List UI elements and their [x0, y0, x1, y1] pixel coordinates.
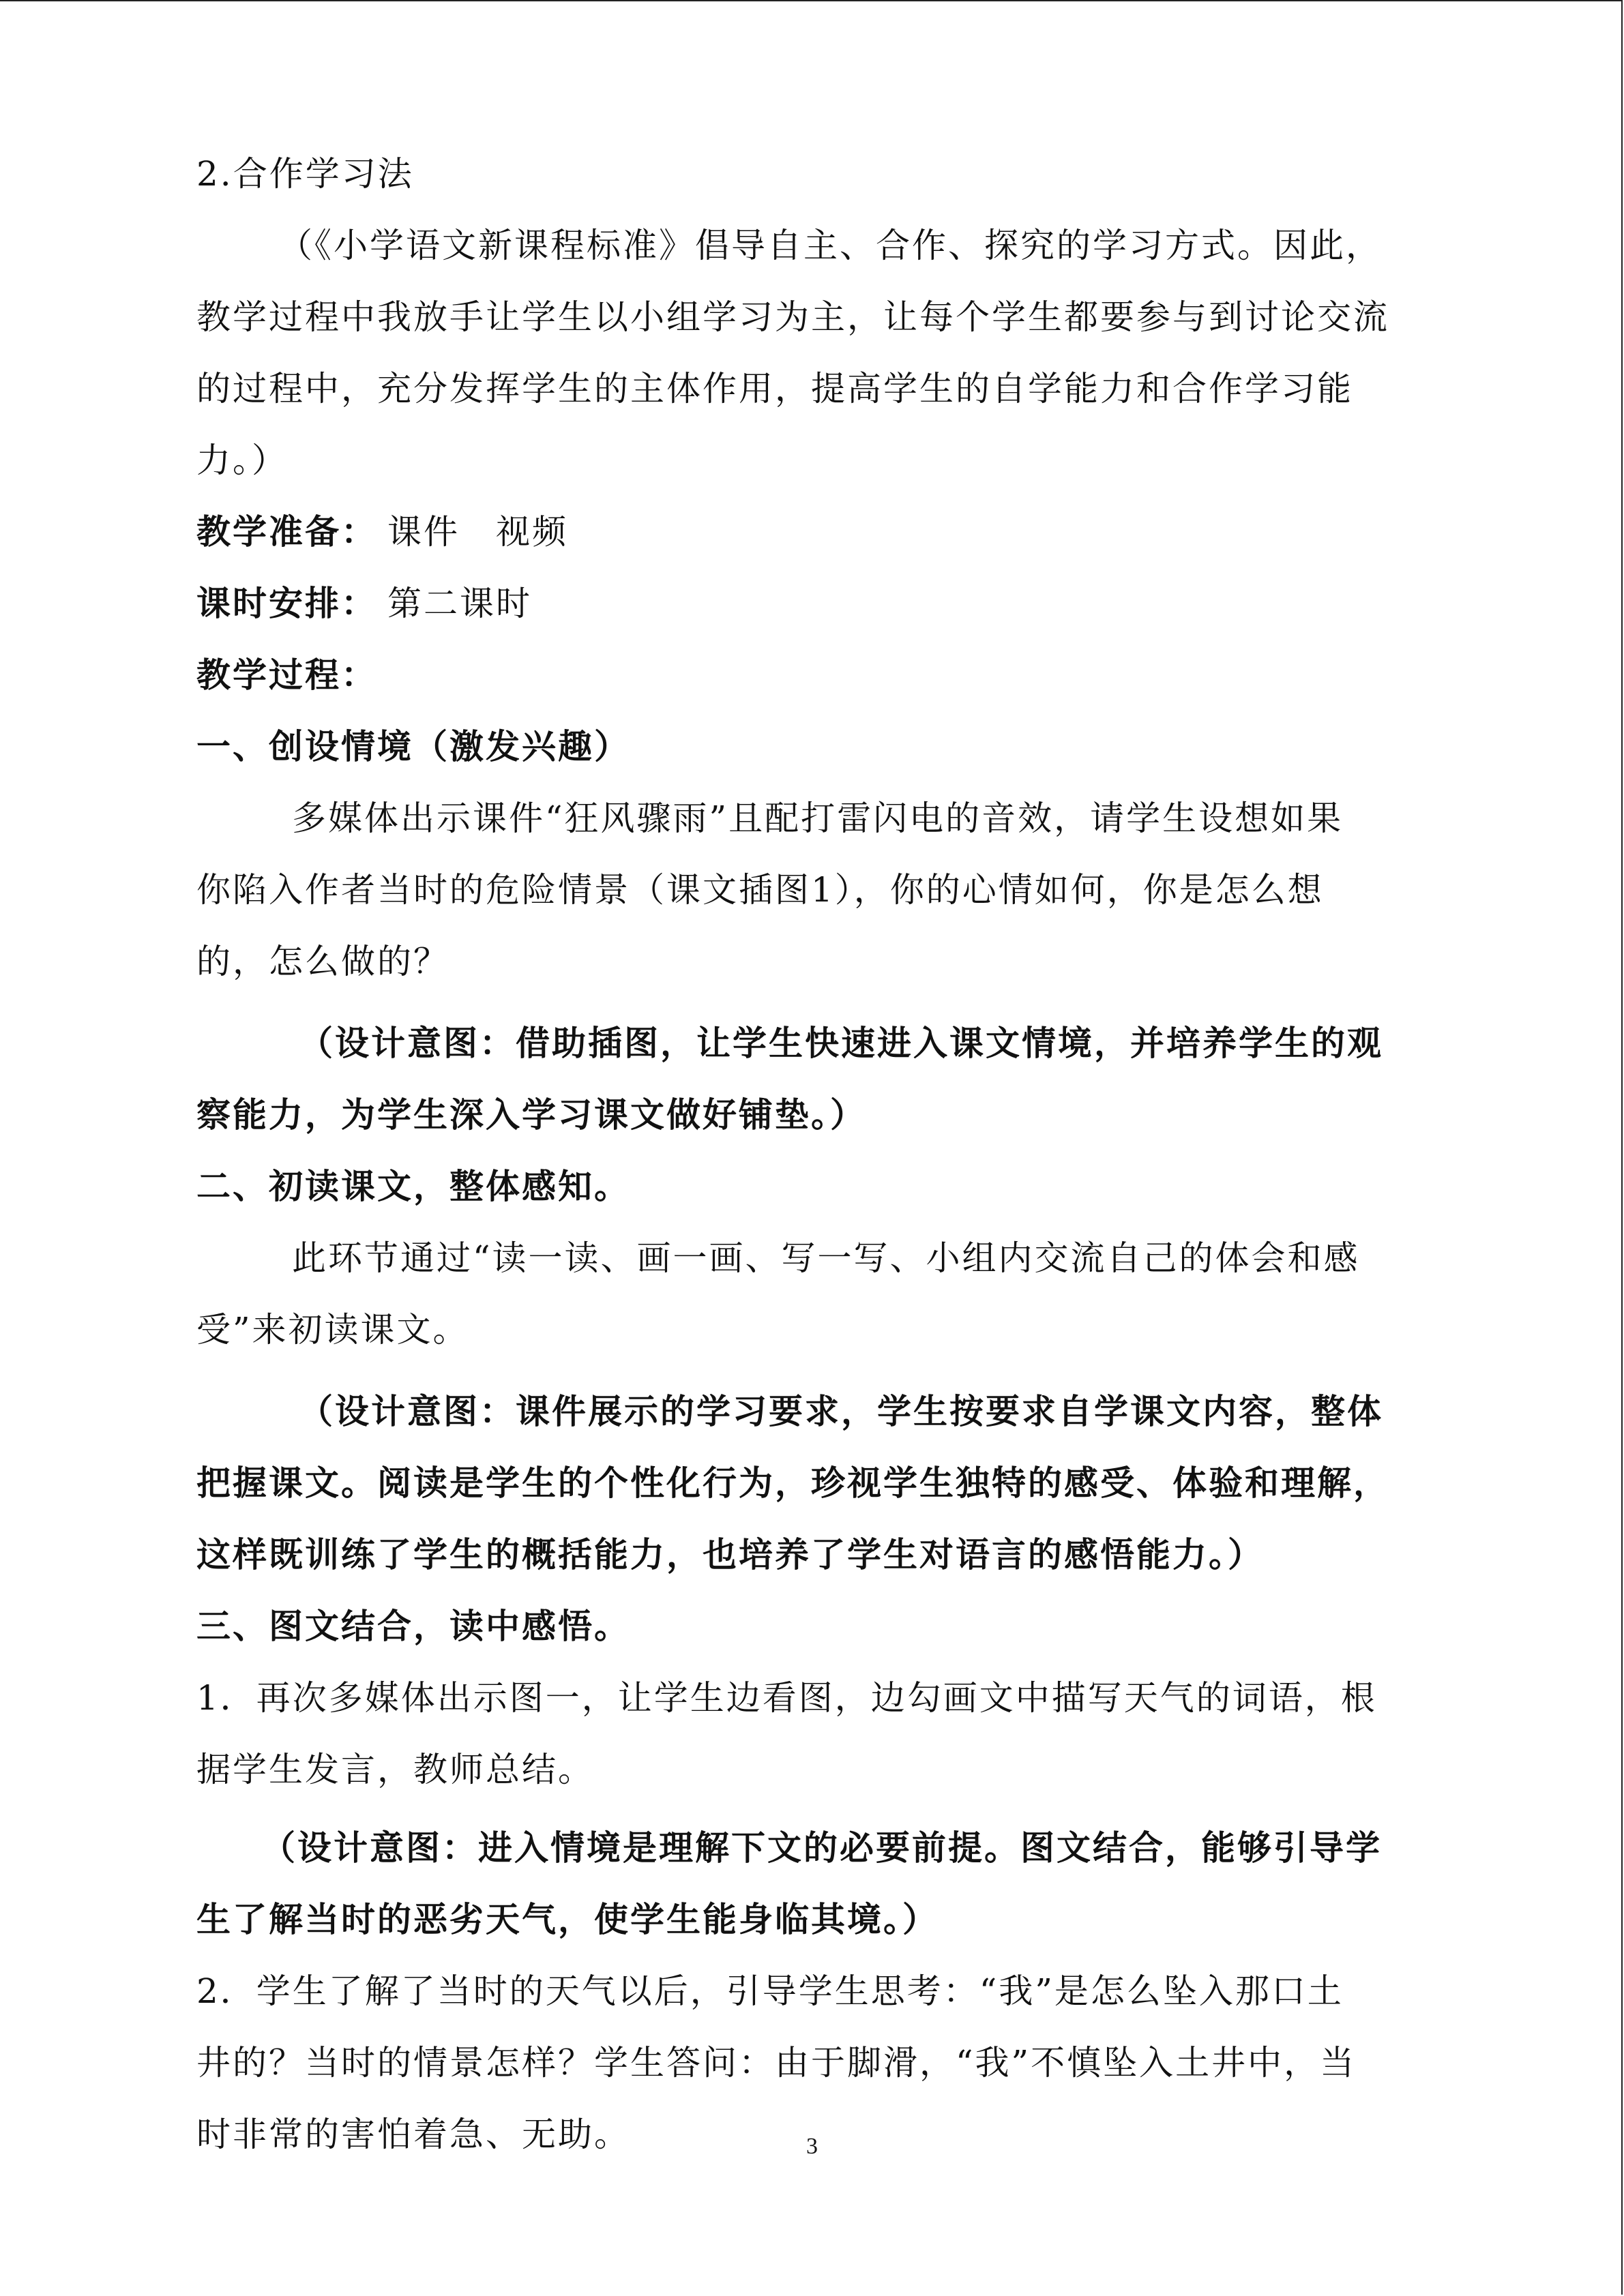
paragraph-line: 此环节通过“读一读、画一画、写一写、小组内交流自己的体会和感 — [292, 1238, 1360, 1278]
section-heading-1: 一、创设情境（激发兴趣） — [196, 726, 630, 766]
paragraph-line: 教学过程中我放手让学生以小组学习为主，让每个学生都要参与到讨论交流 — [196, 297, 1389, 337]
paragraph-line: 1．再次多媒体出示图一，让学生边看图，边勾画文中描写天气的词语，根 — [196, 1678, 1377, 1718]
paragraph-line: 据学生发言，教师总结。 — [196, 1750, 594, 1789]
paragraph-line: 的过程中，充分发挥学生的主体作用，提高学生的自学能力和合作学习能 — [196, 369, 1353, 408]
schedule-label: 课时安排： — [196, 583, 377, 623]
section-heading-3: 三、图文结合，读中感悟。 — [196, 1606, 630, 1646]
section-heading-2: 二、初读课文，整体感知。 — [196, 1166, 630, 1206]
heading-cooperative-learning: 2.合作学习法 — [196, 154, 414, 194]
paragraph-line: 2．学生了解了当时的天气以后，引导学生思考：“我”是怎么坠入那口土 — [196, 1971, 1344, 2011]
design-intent-line: （设计意图：课件展示的学习要求，学生按要求自学课文内容，整体 — [299, 1391, 1383, 1431]
schedule-value: 第二课时 — [387, 584, 532, 623]
design-intent-line: 把握课文。阅读是学生的个性化行为，珍视学生独特的感受、体验和理解， — [196, 1463, 1389, 1503]
paragraph-line: 你陷入作者当时的危险情景（课文插图1），你的心情如何，你是怎么想 — [196, 870, 1324, 910]
design-intent-line: 察能力，为学生深入学习课文做好铺垫。） — [196, 1094, 866, 1135]
page-number: 3 — [806, 2134, 818, 2159]
paragraph-line: （《小学语文新课程标准》倡导自主、合作、探究的学习方式。因此， — [278, 226, 1382, 265]
paragraph-line: 的，怎么做的？ — [196, 942, 449, 981]
design-intent-line: 生了解当时的恶劣天气，使学生能身临其境。） — [196, 1899, 939, 1939]
design-intent-line: 这样既训练了学生的概括能力，也培养了学生对语言的感悟能力。） — [196, 1534, 1264, 1575]
paragraph-line: 多媒体出示课件“狂风骤雨”且配打雷闪电的音效，请学生设想如果 — [292, 799, 1344, 838]
teaching-prep-label: 教学准备： — [196, 511, 377, 552]
teaching-prep-value: 课件 视频 — [387, 512, 568, 552]
paragraph-line: 受”来初读课文。 — [196, 1310, 469, 1350]
teaching-process-heading: 教学过程： — [196, 655, 377, 695]
paragraph-line: 时非常的害怕着急、无助。 — [196, 2115, 630, 2154]
design-intent-line: （设计意图：借助插图，让学生快速进入课文情境，并培养学生的观 — [299, 1023, 1383, 1063]
design-intent-line: （设计意图：进入情境是理解下文的必要前提。图文结合，能够引导学 — [261, 1828, 1382, 1868]
paragraph-line: 力。） — [196, 441, 288, 480]
paragraph-line: 井的？当时的情景怎样？学生答问：由于脚滑，“我”不慎坠入土井中，当 — [196, 2043, 1357, 2083]
